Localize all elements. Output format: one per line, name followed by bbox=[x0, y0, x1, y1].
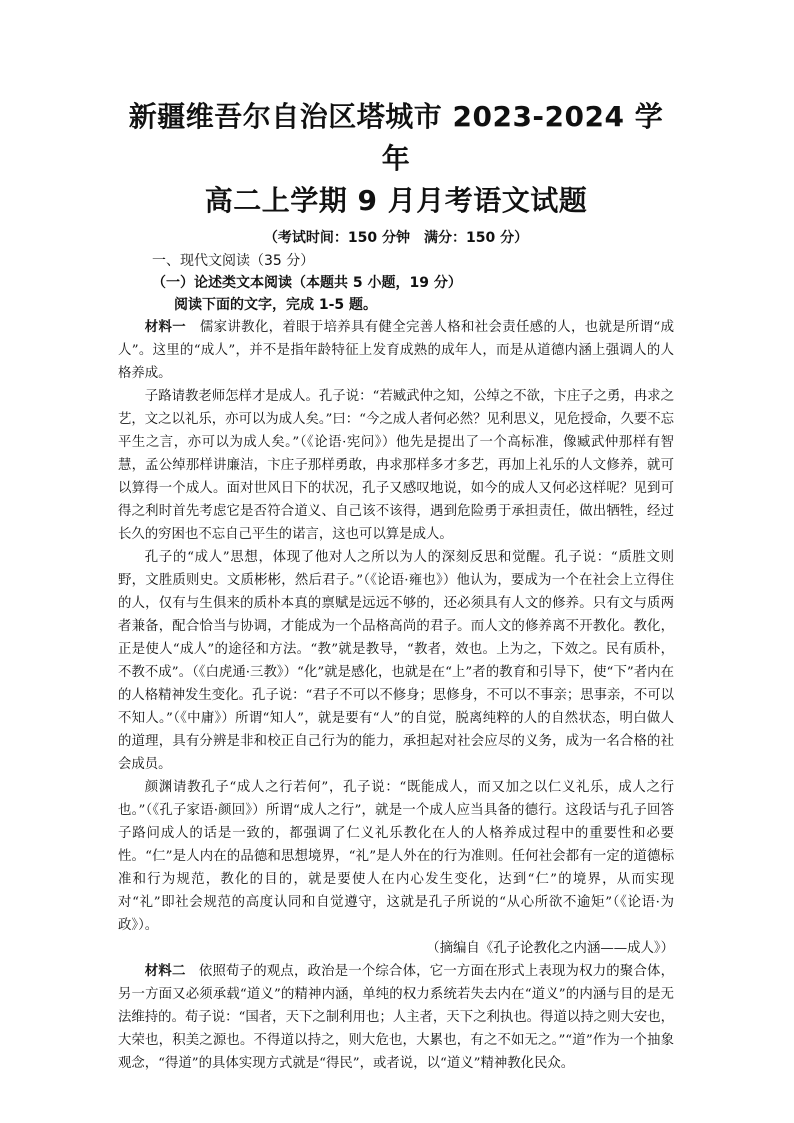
exam-title-line-2: 高二上学期 9 月月考语文试题 bbox=[204, 184, 588, 217]
paragraph-text: 依照荀子的观点，政治是一个综合体，它一方面在形式上表现为权力的聚合体，另一方面又必须承载“道义”的精神内涵，单纯的权力系统若失去内在“道义”的内涵与目的是无法维持的。荀子说：“国者，天下之制利用也；人主者，天下之利执也。得道以持之则大安也，大荣也，积美之源也。不得道以持之，则大危也，大累也，有之不如无之。”“道”作为一个抽象观念，“得道”的具体实现方式就是“得民”，或者说，以“道义”精神教化民众。 bbox=[118, 964, 675, 1071]
material-1-label: 材料一 bbox=[144, 320, 187, 335]
material-1-paragraph-1 bbox=[118, 316, 674, 385]
subsection-heading: （一）论述类文本阅读（本题共 5 小题，19 分） bbox=[152, 275, 462, 291]
material-1-paragraph-3: 孔子的“成人”思想，体现了他对人之所以为人的深刻反思和觉醒。孔子说：“质胜文则野，文胜质则史。文质彬彬，然后君子。”（《论语·雍也》）他认为，要成为一个在社会上立得住的人，仅有与生俱来的质朴本真的禀赋是远远不够的，还必须具有人文的修养。只有文与质两者兼备，配合恰当与协调，才能成为一个品格高尚的君子。而人文的修养离不开教化。教化，正是使人“成人”的途径和方法。“教”就是教导，“教者，效也。上为之，下效之。民有质朴，不教不成”。（《白虎通·三教》）“化”就是感化，也就是在“上”者的教育和引导下，使“下”者内在的人格精神发生变化。孔子说：“君子不可以不修身；思修身，不可以不事亲；思事亲，不可以不知人。”（《中庸》）所谓“知人”，就是要有“人”的自觉，脱离纯粹的人的自然状态，明白做人的道理，具有分辨是非和校正自己行为的能力，承担起对社会应尽的义务，成为一名合格的社会成员。 bbox=[118, 550, 674, 772]
paragraph-text: 儒家讲教化，着眼于培养具有健全完善人格和社会责任感的人，也就是所谓“成人”。这里的“成人”，并不是指年龄特征上发育成熟的成年人，而是从道德内涵上强调人的人格养成。 bbox=[118, 320, 675, 381]
material-2-label: 材料二 bbox=[144, 964, 186, 979]
section-heading: 一、现代文阅读（35 分） bbox=[152, 253, 315, 269]
material-1-paragraph-4: 颜渊请教孔子“成人之行若何”，孔子说：“既能成人，而又加之以仁义礼乐，成人之行也。”（《孔子家语·颜回》）所谓“成人之行”，就是一个成人应当具备的德行。这段话与孔子回答子路问成人的话是一致的，都强调了仁义礼乐教化在人的人格养成过程中的重要性和必要性。“仁”是人内在的品德和思想境界，“礼”是人外在的行为准则。任何社会都有一定的道德标准和行为规范，教化的目的，就是要使人在内心发生变化，达到“仁”的境界，从而实现对“礼”即社会规范的高度认同和自觉遵守，这就是孔子所说的“从心所欲不逾矩”（《论语·为政》）。 bbox=[118, 780, 674, 933]
material-1-paragraph-2: 子路请教老师怎样才是成人。孔子说：“若臧武仲之知，公绰之不欲，卞庄子之勇，冉求之艺，文之以礼乐，亦可以为成人矣。”曰：“今之成人者何必然？见利思义，见危授命，久要不忘平生之言，亦可以为成人矣。”（《论语·宪问》）他先是提出了一个高标准，像臧武仲那样有智慧，孟公绰那样讲廉洁，卞庄子那样勇敢，冉求那样多才多艺，再加上礼乐的人文修养，就可以算得一个成人。面对世风日下的状况，孔子又感叹地说，如今的成人又何必这样呢？见到可得之利时首先考虑它是否符合道义、自己该不该得，遇到危险勇于承担责任，做出牺牲，经过长久的穷困也不忘自己平生的诺言，这也可以算是成人。 bbox=[118, 389, 675, 542]
full-score: 满分：150 分） bbox=[424, 230, 529, 246]
exam-info bbox=[118, 226, 674, 250]
exam-time: （考试时间：150 分钟 bbox=[263, 230, 410, 246]
exam-title-line-1: 新疆维吾尔自治区塔城市 2023-2024 学年 bbox=[128, 100, 664, 175]
material-2-paragraph-1 bbox=[118, 960, 674, 1075]
material-1-source: （摘编自《孔子论教化之内涵——成人》） bbox=[426, 941, 674, 956]
reading-instruction: 阅读下面的文字，完成 1-5 题。 bbox=[174, 297, 378, 313]
